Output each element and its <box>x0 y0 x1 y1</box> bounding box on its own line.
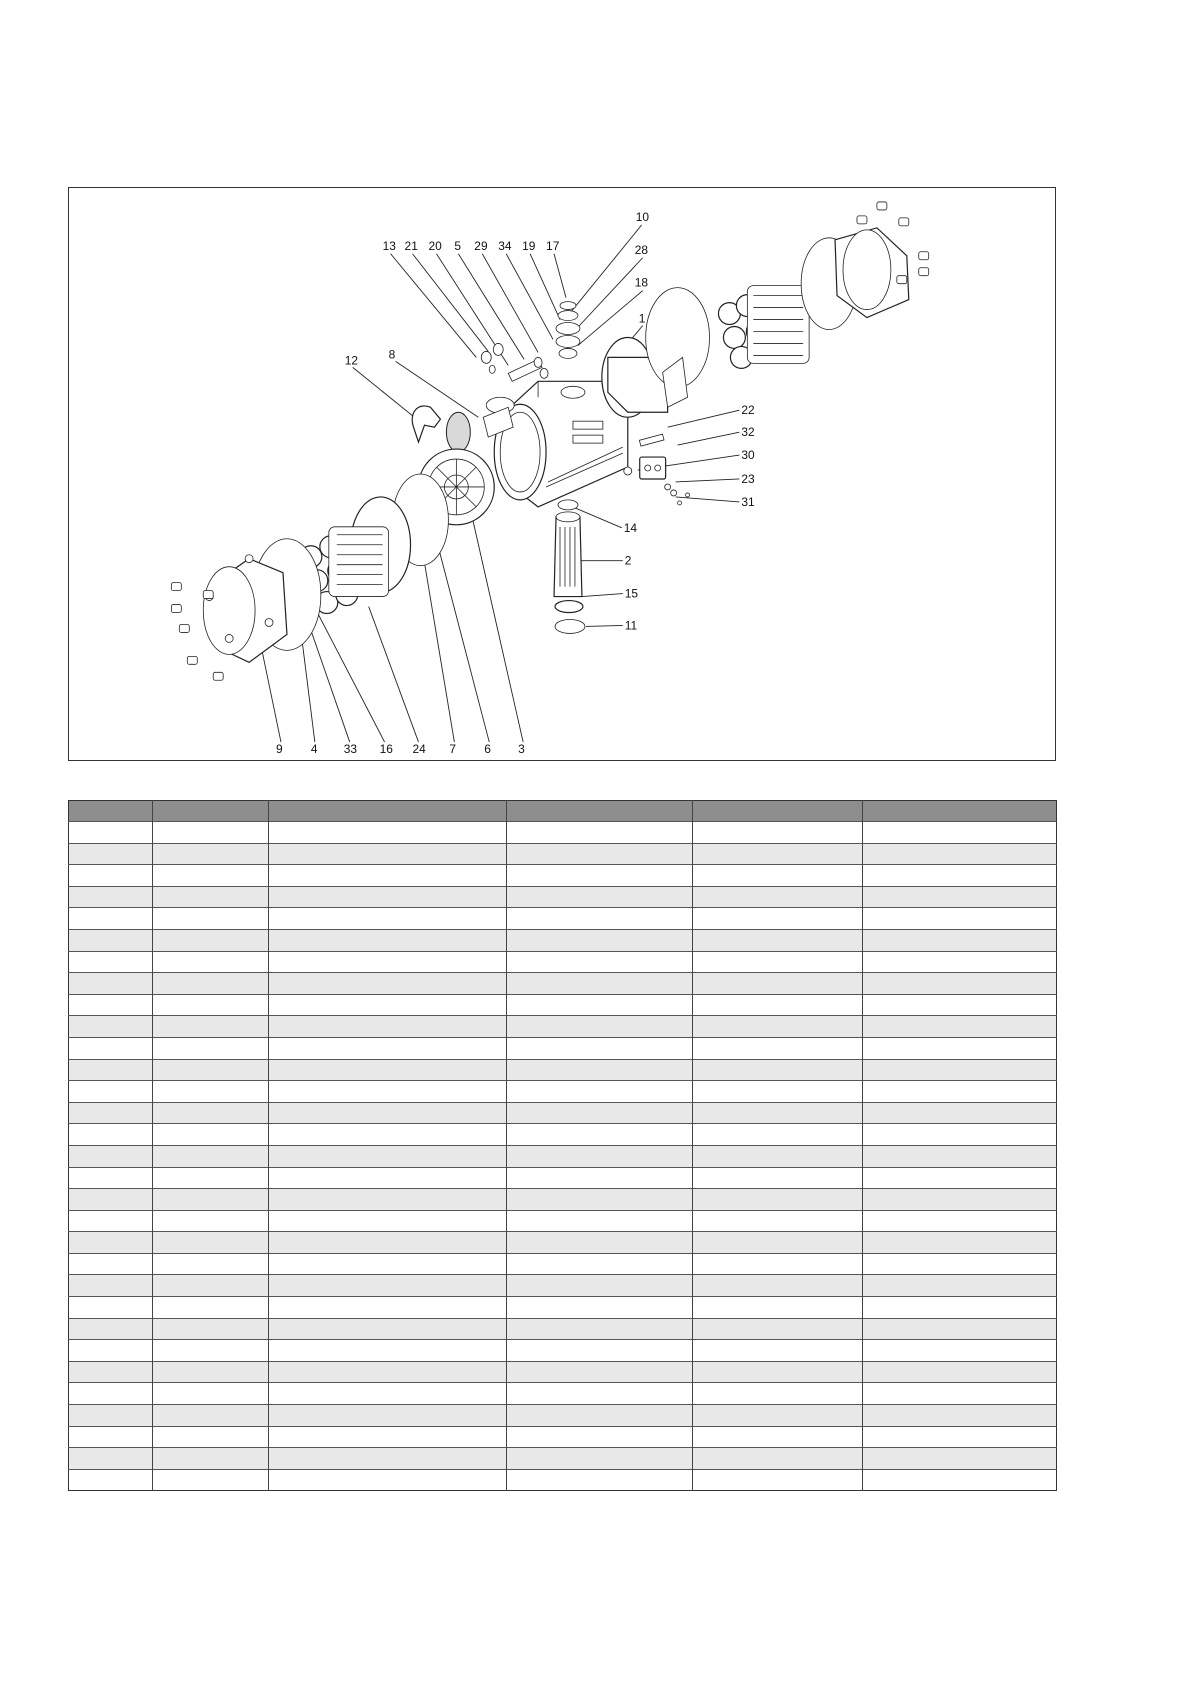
table-cell <box>507 1124 693 1146</box>
table-cell <box>693 1448 863 1470</box>
table-cell <box>693 1253 863 1275</box>
table-cell <box>153 1145 269 1167</box>
callout-18: 18 <box>634 275 649 290</box>
table-cell <box>69 994 153 1016</box>
table-cell <box>269 1426 507 1448</box>
table-cell <box>863 1167 1057 1189</box>
table-cell <box>863 1037 1057 1059</box>
callout-33: 33 <box>343 742 358 757</box>
table-cell <box>69 1426 153 1448</box>
table-cell <box>153 1405 269 1427</box>
table-cell <box>693 1102 863 1124</box>
table-row <box>69 1383 1057 1405</box>
table-row <box>69 1448 1057 1470</box>
table-cell <box>69 1383 153 1405</box>
table-cell <box>69 1405 153 1427</box>
table-cell <box>69 822 153 844</box>
parts-list-table <box>68 800 1057 1491</box>
table-cell <box>69 1340 153 1362</box>
table-cell <box>269 1297 507 1319</box>
table-cell <box>153 1102 269 1124</box>
table-cell <box>269 1102 507 1124</box>
table-cell <box>863 1124 1057 1146</box>
callout-8: 8 <box>388 347 396 362</box>
table-cell <box>269 1448 507 1470</box>
table-cell <box>153 1275 269 1297</box>
table-row <box>69 1167 1057 1189</box>
table-cell <box>863 1232 1057 1254</box>
table-cell <box>863 908 1057 930</box>
table-cell <box>863 1340 1057 1362</box>
table-cell <box>693 973 863 995</box>
table-cell <box>69 843 153 865</box>
table-cell <box>693 1059 863 1081</box>
table-cell <box>69 1145 153 1167</box>
table-cell <box>153 1318 269 1340</box>
table-cell <box>269 1405 507 1427</box>
table-cell <box>693 929 863 951</box>
right-springs <box>718 286 809 369</box>
right-end-cap <box>801 202 929 330</box>
table-cell <box>693 1340 863 1362</box>
table-cell <box>507 1405 693 1427</box>
table-cell <box>863 1448 1057 1470</box>
table-cell <box>863 929 1057 951</box>
callout-30: 30 <box>741 448 755 463</box>
table-cell <box>863 1210 1057 1232</box>
table-cell <box>69 1318 153 1340</box>
table-cell <box>507 843 693 865</box>
table-cell <box>269 1189 507 1211</box>
table-cell <box>153 929 269 951</box>
table-cell <box>269 929 507 951</box>
table-cell <box>507 1081 693 1103</box>
table-cell <box>269 994 507 1016</box>
table-row <box>69 1124 1057 1146</box>
table-cell <box>863 865 1057 887</box>
table-cell <box>693 1361 863 1383</box>
drive-shaft <box>554 500 585 634</box>
table-cell <box>863 1275 1057 1297</box>
left-end-cap <box>171 539 320 681</box>
table-cell <box>863 1426 1057 1448</box>
callout-3: 3 <box>518 742 525 757</box>
table-cell <box>69 1016 153 1038</box>
table-cell <box>269 951 507 973</box>
table-cell <box>269 1469 507 1491</box>
table-cell <box>693 886 863 908</box>
callout-2: 2 <box>624 553 632 568</box>
table-cell <box>507 1253 693 1275</box>
callout-5: 5 <box>454 238 462 253</box>
table-row <box>69 1081 1057 1103</box>
table-cell <box>507 1189 693 1211</box>
header-cell <box>507 801 693 822</box>
table-row <box>69 1189 1057 1211</box>
table-cell <box>863 1405 1057 1427</box>
callout-9: 9 <box>276 742 283 757</box>
table-cell <box>69 1469 153 1491</box>
table-cell <box>507 1037 693 1059</box>
table-cell <box>863 1469 1057 1491</box>
header-cell <box>693 801 863 822</box>
callout-6: 6 <box>484 742 491 757</box>
table-cell <box>693 1189 863 1211</box>
table-cell <box>507 1469 693 1491</box>
table-cell <box>693 1318 863 1340</box>
callout-17: 17 <box>546 238 560 253</box>
table-row <box>69 1037 1057 1059</box>
table-cell <box>507 1232 693 1254</box>
table-cell <box>69 1037 153 1059</box>
table-cell <box>69 929 153 951</box>
table-cell <box>153 1253 269 1275</box>
table-cell <box>693 908 863 930</box>
callout-16: 16 <box>379 742 393 757</box>
callout-13: 13 <box>382 238 396 253</box>
table-cell <box>863 1361 1057 1383</box>
header-cell <box>269 801 507 822</box>
table-cell <box>507 1448 693 1470</box>
table-cell <box>693 1167 863 1189</box>
callout-15: 15 <box>624 586 639 601</box>
table-cell <box>269 1124 507 1146</box>
table-cell <box>693 1016 863 1038</box>
table-cell <box>69 886 153 908</box>
callout-32: 32 <box>741 425 755 440</box>
table-cell <box>269 1383 507 1405</box>
callout-14: 14 <box>623 520 638 535</box>
table-cell <box>269 973 507 995</box>
table-cell <box>69 1210 153 1232</box>
table-row <box>69 1318 1057 1340</box>
table-cell <box>269 1016 507 1038</box>
table-cell <box>153 1426 269 1448</box>
table-cell <box>863 1383 1057 1405</box>
table-cell <box>863 843 1057 865</box>
table-row <box>69 822 1057 844</box>
table-cell <box>153 1361 269 1383</box>
table-row <box>69 1145 1057 1167</box>
table-cell <box>69 1124 153 1146</box>
table-cell <box>269 908 507 930</box>
callout-24: 24 <box>412 742 426 757</box>
table-cell <box>507 1059 693 1081</box>
table-cell <box>153 1081 269 1103</box>
table-cell <box>153 865 269 887</box>
table-row <box>69 1297 1057 1319</box>
table-cell <box>153 1297 269 1319</box>
table-cell <box>269 1275 507 1297</box>
table-cell <box>863 822 1057 844</box>
table-cell <box>269 1318 507 1340</box>
table-row <box>69 1405 1057 1427</box>
table-cell <box>269 1210 507 1232</box>
table-cell <box>863 886 1057 908</box>
table-cell <box>863 1059 1057 1081</box>
table-cell <box>153 973 269 995</box>
table-cell <box>863 1297 1057 1319</box>
table-row <box>69 1232 1057 1254</box>
table-cell <box>693 865 863 887</box>
table-row <box>69 886 1057 908</box>
header-cell <box>69 801 153 822</box>
exploded-view-drawing <box>68 187 1056 761</box>
table-cell <box>693 1469 863 1491</box>
table-cell <box>693 1124 863 1146</box>
table-cell <box>153 1189 269 1211</box>
table-cell <box>863 1145 1057 1167</box>
table-cell <box>693 1297 863 1319</box>
table-cell <box>863 1189 1057 1211</box>
table-cell <box>269 865 507 887</box>
table-cell <box>69 1448 153 1470</box>
table-cell <box>863 1016 1057 1038</box>
table-cell <box>863 1318 1057 1340</box>
table-cell <box>69 1059 153 1081</box>
table-body <box>69 822 1057 1491</box>
table-cell <box>69 1232 153 1254</box>
callout-1: 1 <box>638 311 646 326</box>
table-cell <box>863 973 1057 995</box>
exploded-view-svg <box>69 188 1055 760</box>
table-cell <box>507 1102 693 1124</box>
table-cell <box>863 1102 1057 1124</box>
table-cell <box>153 1016 269 1038</box>
table-row <box>69 929 1057 951</box>
table-cell <box>69 1167 153 1189</box>
table-row <box>69 951 1057 973</box>
table-cell <box>507 994 693 1016</box>
table-cell <box>269 1059 507 1081</box>
table-cell <box>269 1253 507 1275</box>
header-cell <box>863 801 1057 822</box>
table-cell <box>153 994 269 1016</box>
callout-10: 10 <box>635 209 650 224</box>
table-cell <box>69 865 153 887</box>
table-row <box>69 1016 1057 1038</box>
table-cell <box>153 951 269 973</box>
table-cell <box>507 1016 693 1038</box>
table-cell <box>269 886 507 908</box>
table-cell <box>153 908 269 930</box>
callout-7: 7 <box>449 742 457 757</box>
table-cell <box>693 843 863 865</box>
table-cell <box>863 1081 1057 1103</box>
table-cell <box>69 973 153 995</box>
table-cell <box>69 908 153 930</box>
table-cell <box>693 1405 863 1427</box>
table-cell <box>693 1210 863 1232</box>
table-cell <box>693 1426 863 1448</box>
table-cell <box>153 822 269 844</box>
table-cell <box>269 1232 507 1254</box>
callout-22: 22 <box>741 403 755 418</box>
table-cell <box>693 822 863 844</box>
table-cell <box>69 951 153 973</box>
table-cell <box>507 1297 693 1319</box>
table-cell <box>69 1361 153 1383</box>
callout-29: 29 <box>474 238 488 253</box>
table-row <box>69 1102 1057 1124</box>
header-cell <box>153 801 269 822</box>
table-cell <box>507 1340 693 1362</box>
table-row <box>69 1426 1057 1448</box>
table-cell <box>69 1253 153 1275</box>
table-cell <box>863 1253 1057 1275</box>
right-piston <box>602 288 710 418</box>
table-cell <box>507 822 693 844</box>
table-cell <box>507 951 693 973</box>
table-cell <box>269 1361 507 1383</box>
table-row <box>69 973 1057 995</box>
table-cell <box>693 1383 863 1405</box>
table-cell <box>269 1167 507 1189</box>
table-cell <box>693 951 863 973</box>
table-cell <box>153 1037 269 1059</box>
table-row <box>69 1340 1057 1362</box>
table-row <box>69 865 1057 887</box>
table-cell <box>153 1167 269 1189</box>
table-cell <box>863 951 1057 973</box>
table-cell <box>507 1361 693 1383</box>
table-cell <box>507 886 693 908</box>
table-cell <box>507 1145 693 1167</box>
table-cell <box>69 1081 153 1103</box>
table-row <box>69 1275 1057 1297</box>
table-row <box>69 1253 1057 1275</box>
table-cell <box>153 1383 269 1405</box>
table-cell <box>863 994 1057 1016</box>
table-cell <box>507 1275 693 1297</box>
table-row <box>69 908 1057 930</box>
table-cell <box>693 1145 863 1167</box>
table-cell <box>69 1102 153 1124</box>
table-cell <box>153 886 269 908</box>
table-cell <box>269 1037 507 1059</box>
table-cell <box>269 843 507 865</box>
table-cell <box>269 822 507 844</box>
table-row <box>69 1210 1057 1232</box>
table-cell <box>269 1145 507 1167</box>
callout-4: 4 <box>310 742 318 757</box>
table-cell <box>507 1318 693 1340</box>
callout-12: 12 <box>344 353 359 368</box>
table-cell <box>507 908 693 930</box>
table-cell <box>693 1275 863 1297</box>
table-row <box>69 1469 1057 1491</box>
table-cell <box>153 1059 269 1081</box>
table-cell <box>153 1340 269 1362</box>
table-cell <box>269 1340 507 1362</box>
table-cell <box>269 1081 507 1103</box>
callout-28: 28 <box>634 242 649 257</box>
table-cell <box>507 1167 693 1189</box>
callout-34: 34 <box>498 238 512 253</box>
table-header-row <box>69 801 1057 822</box>
table-cell <box>153 1232 269 1254</box>
table-cell <box>69 1275 153 1297</box>
table-row <box>69 1059 1057 1081</box>
table-cell <box>69 1297 153 1319</box>
table-cell <box>153 1448 269 1470</box>
table-cell <box>153 843 269 865</box>
table-cell <box>693 1037 863 1059</box>
table-cell <box>693 1081 863 1103</box>
table-cell <box>507 929 693 951</box>
callout-23: 23 <box>741 471 755 486</box>
table-cell <box>693 1232 863 1254</box>
table-cell <box>69 1189 153 1211</box>
table-row <box>69 1361 1057 1383</box>
table-cell <box>153 1210 269 1232</box>
callout-20: 20 <box>428 238 442 253</box>
table-row <box>69 843 1057 865</box>
table-cell <box>507 1426 693 1448</box>
callout-19: 19 <box>522 238 536 253</box>
table-cell <box>507 865 693 887</box>
callout-11: 11 <box>624 618 638 633</box>
table-cell <box>153 1124 269 1146</box>
table-row <box>69 994 1057 1016</box>
table-cell <box>507 1383 693 1405</box>
table-cell <box>507 973 693 995</box>
callout-21: 21 <box>404 238 418 253</box>
callout-31: 31 <box>741 494 755 509</box>
table-cell <box>693 994 863 1016</box>
table-cell <box>507 1210 693 1232</box>
table-cell <box>153 1469 269 1491</box>
